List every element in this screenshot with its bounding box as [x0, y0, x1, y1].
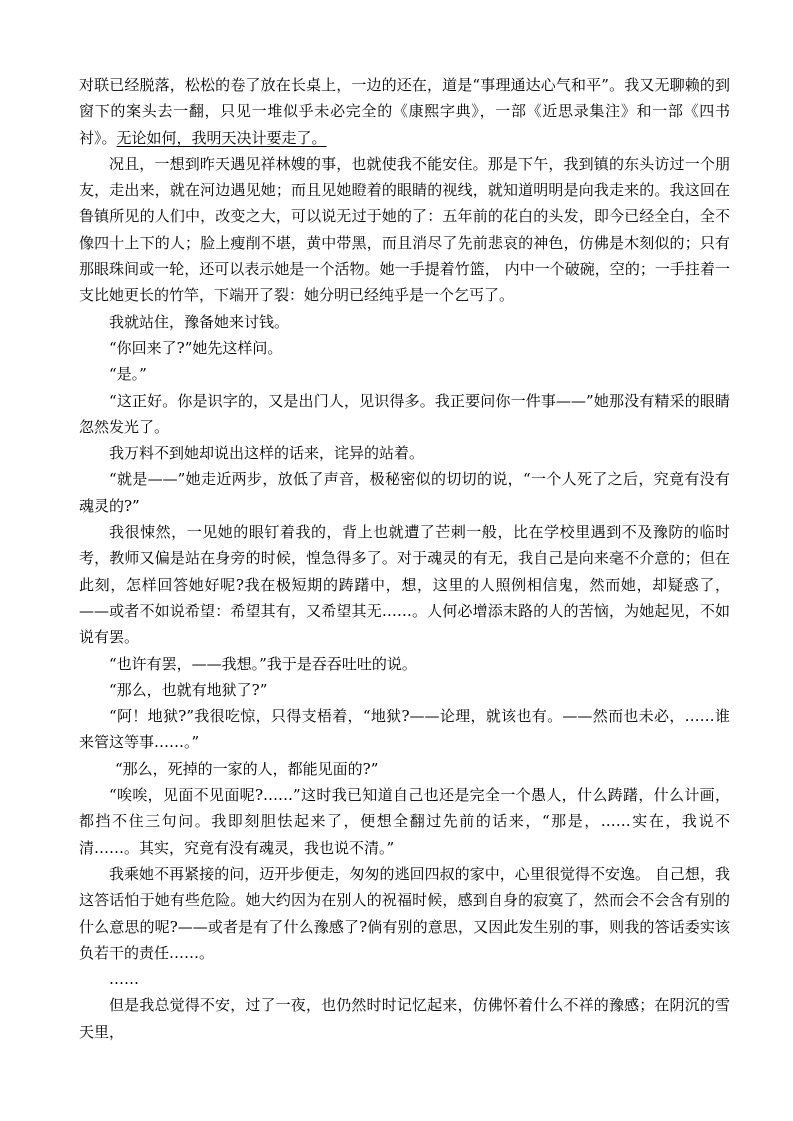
paragraph-17: 但是我总觉得不安，过了一夜，也仍然时时记忆起来，仿佛怀着什么不祥的豫感；在阴沉的雪天里， — [79, 996, 730, 1041]
document-body — [79, 72, 730, 1045]
paragraph-13: “那么，死掉的一家的人，都能见面的?” — [115, 759, 379, 778]
paragraph-3: 我就站住，豫备她来讨钱。 — [109, 312, 290, 331]
paragraph-6: “这正好。你是识字的，又是出门人，见识得多。我正要问你一件事——”她那没有精采的眼睛忽然发光了。 — [79, 391, 730, 436]
paragraph-8: “就是——”她走近两步，放低了声音，极秘密似的切切的说，“一个人死了之后，究竟有没有魂灵的?” — [79, 470, 730, 515]
paragraph-7: 我万料不到她却说出这样的话来，诧异的站着。 — [109, 444, 425, 463]
paragraph-11: “那么，也就有地狱了?” — [109, 680, 268, 699]
paragraph-1 — [79, 72, 730, 151]
paragraph-2: 况且，一想到昨天遇见祥林嫂的事，也就使我不能安住。那是下午，我到镇的东头访过一个朋友，走出来，就在河边遇见她；而且见她瞪着的眼睛的视线，就知道明明是向我走来的。我这回在鲁镇所见的人们中，改变之大，可以说无过于她的了：五年前的花白的头发，即今已经全白，全不像四十上下的人；脸上瘦削不堪，黄中带黑，而且消尽了先前悲哀的神色，仿佛是木刻似的；只有那眼珠间或一轮，还可以表示她是一个活物。她一手提着竹篮， 内中一个破碗，空的；一手拄着一支比她更长的竹竿，下端开了裂：她分明已经纯乎是一个乞丐了。 — [79, 154, 730, 305]
paragraph-1-text: 对联已经脱落，松松的卷了放在长桌上，一边的还在，道是“事理通达心气和平”。我又无聊赖的到窗下的案头去一翻，只见一堆似乎未必完全的《康熙字典》，一部《近思录集注》和一部《四书衬》。 — [79, 76, 730, 147]
underlined-sentence: 无论如何，我明天决计要走了。 — [116, 128, 327, 147]
paragraph-15: 我乘她不再紧接的问，迈开步便走，匆匆的逃回四叔的家中，心里很觉得不安逸。 自己想，我这答话怕于她有些危险。她大约因为在别人的祝福时候，感到自身的寂寞了，然而会不会含有别的什么意思的呢?——或者是有了什么豫感了?倘有别的意思，又因此发生别的事，则我的答话委实该负若干的责任……。 — [79, 864, 730, 962]
paragraph-16: …… — [109, 970, 139, 989]
paragraph-5: “是。” — [109, 365, 147, 384]
paragraph-10: “也许有罢，——我想。”我于是吞吞吐吐的说。 — [109, 654, 417, 673]
paragraph-9: 我很悚然，一见她的眼钉着我的，背上也就遭了芒刺一般，比在学校里遇到不及豫防的临时考，教师又偏是站在身旁的时候，惶急得多了。对于魂灵的有无，我自己是向来毫不介意的；但在此刻，怎样回答她好呢?我在极短期的踌躇中，想，这里的人照例相信鬼，然而她，却疑惑了，——或者不如说希望：希望其有，又希望其无……。人何必增添末路的人的苦恼，为她起见，不如说有罢。 — [79, 523, 730, 647]
paragraph-4: “你回来了?”她先这样问。 — [109, 338, 283, 357]
paragraph-12: “阿！地狱?”我很吃惊，只得支梧着，“地狱?——论理，就该也有。——然而也未必，……谁来管这等事……。” — [79, 707, 730, 752]
paragraph-14: “唉唉，见面不见面呢?……”这时我已知道自己也还是完全一个愚人，什么踌躇，什么计画，都挡不住三句问。我即刻胆怯起来了，便想全翻过先前的话来，“那是，……实在，我说不清……。其实，究竟有没有魂灵，我也说不清。” — [79, 786, 730, 857]
